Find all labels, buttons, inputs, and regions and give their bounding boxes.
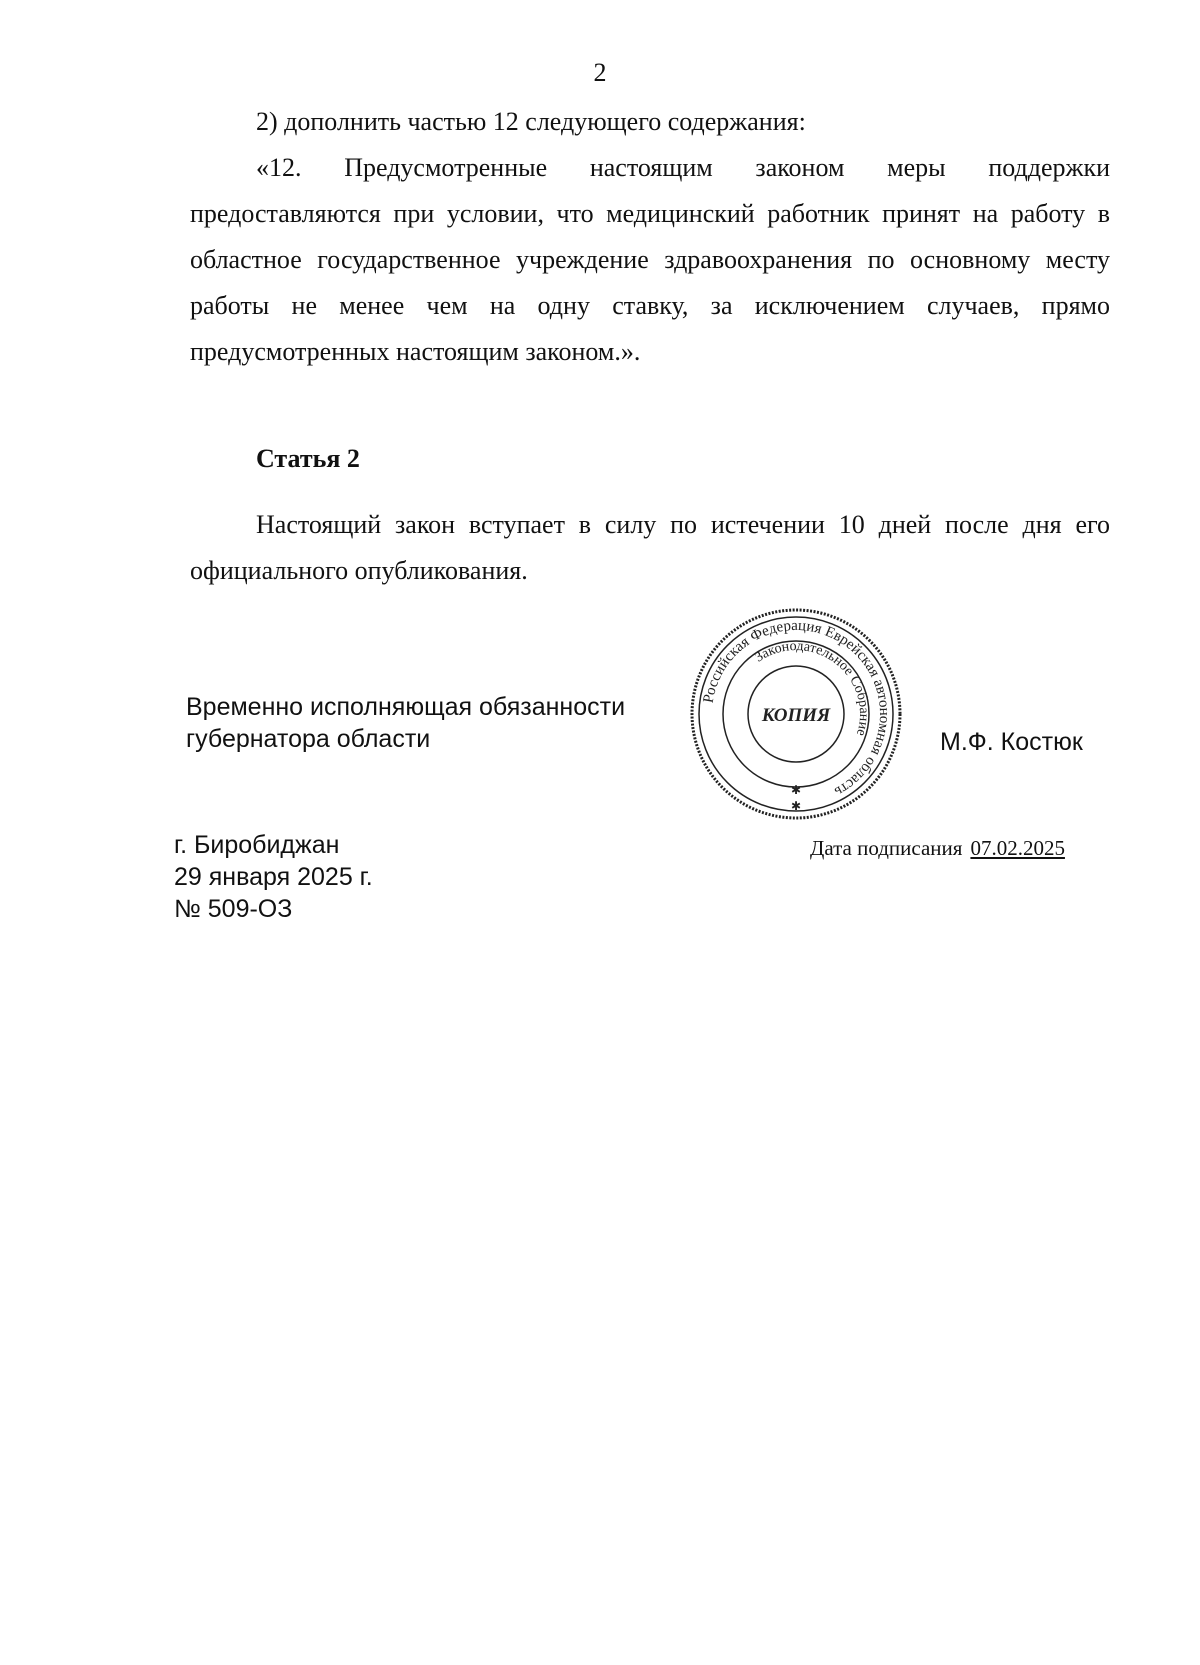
- stamp-star-icon: ✱: [790, 799, 802, 813]
- signing-date-label: Дата подписания: [810, 836, 963, 860]
- law-date: 29 января 2025 г.: [174, 863, 373, 891]
- signing-date-value: 07.02.2025: [970, 836, 1065, 860]
- place-block: [174, 829, 373, 925]
- amendment-text: «12. Предусмотренные настоящим законом меры поддержки предоставляются при условии, что медицинский работник принят на работу в областное государственное учреждение здравоохранения по основному месту работы не менее чем на одну ставку, за исключением случаев, прямо предусмотренных настоящим законом.».: [190, 153, 1110, 366]
- page-number: 2: [593, 58, 607, 87]
- stamp-outer-text: Российская Федерация Еврейская автономная область: [700, 617, 893, 800]
- article-text: Настоящий закон вступает в силу по истечении 10 дней после дня его официального опубликования.: [190, 510, 1110, 585]
- official-stamp: [686, 604, 906, 824]
- stamp-inner-text: Законодательное Собрание: [752, 638, 872, 738]
- amendment-intro: 2) дополнить частью 12 следующего содержания:: [256, 107, 806, 136]
- city: г. Биробиджан: [174, 831, 340, 859]
- signatory-name: М.Ф. Костюк: [940, 728, 1083, 756]
- signatory-title-line1: Временно исполняющая обязанности: [186, 693, 626, 721]
- article-heading: Статья 2: [256, 444, 360, 473]
- stamp-star-icon: ✱: [790, 783, 802, 797]
- signatory-title-line2: губернатора области: [186, 725, 431, 753]
- signatory-title: [186, 691, 625, 755]
- signing-date: [810, 836, 1065, 861]
- stamp-center-text: КОПИЯ: [761, 705, 831, 726]
- law-number: № 509-ОЗ: [174, 895, 293, 923]
